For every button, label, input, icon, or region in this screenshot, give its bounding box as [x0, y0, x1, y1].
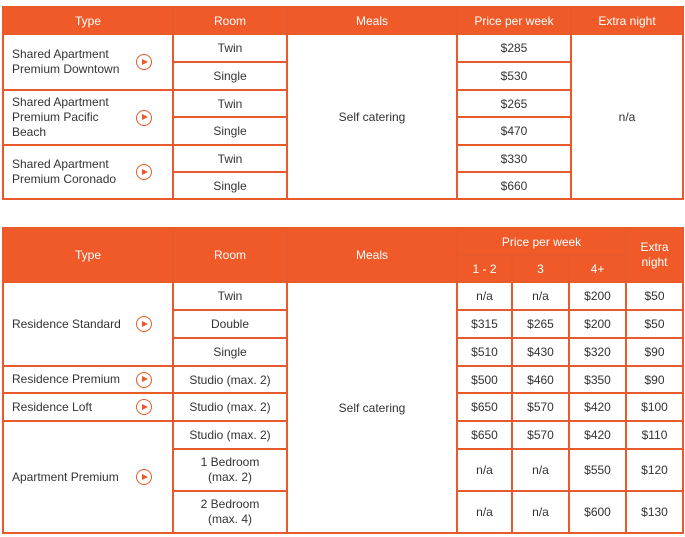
type-cell [3, 366, 173, 393]
extra-night-cell: $90 [626, 338, 683, 366]
header-meals: Meals [287, 7, 457, 34]
room-cell: Double [173, 310, 287, 338]
type-cell [3, 145, 173, 199]
room-cell: Studio (max. 2) [173, 366, 287, 393]
price-cell: $420 [569, 421, 626, 449]
extra-night-cell: $130 [626, 491, 683, 533]
type-label: Apartment Premium [12, 469, 119, 484]
room-cell: Single [173, 172, 287, 199]
extra-night-cell: $110 [626, 421, 683, 449]
type-label: Residence Standard [12, 316, 121, 331]
room-cell: Twin [173, 90, 287, 117]
room-cell [173, 491, 287, 533]
price-cell: $315 [457, 310, 512, 338]
price-cell: $285 [457, 34, 571, 62]
type-cell [3, 34, 173, 90]
price-cell: $530 [457, 62, 571, 90]
residence-price-table [2, 227, 684, 534]
room-cell: Twin [173, 34, 287, 62]
extra-night-cell: $120 [626, 449, 683, 491]
extra-night-cell: n/a [571, 34, 683, 199]
header-price-per-week: Price per week [457, 7, 571, 34]
header-extra-night: Extra night [626, 228, 683, 282]
type-cell [3, 421, 173, 533]
price-cell: $500 [457, 366, 512, 393]
play-circle-icon[interactable] [136, 110, 152, 126]
room-label: 2 Bedroom (max. 4) [200, 497, 260, 526]
type-cell [3, 90, 173, 145]
header-price-per-week: Price per week [457, 228, 626, 255]
price-cell: $650 [457, 393, 512, 421]
room-cell: Single [173, 117, 287, 145]
header-extra-night: Extra night [571, 7, 683, 34]
price-cell: $265 [457, 90, 571, 117]
type-label: Residence Premium [12, 372, 121, 386]
price-cell: $430 [512, 338, 569, 366]
room-cell: Twin [173, 282, 287, 310]
room-cell: Studio (max. 2) [173, 393, 287, 421]
play-circle-icon[interactable] [136, 164, 152, 180]
play-circle-icon[interactable] [136, 372, 152, 388]
room-cell [173, 449, 287, 491]
room-cell: Twin [173, 145, 287, 172]
header-type: Type [3, 7, 173, 34]
play-circle-icon[interactable] [136, 399, 152, 415]
price-cell: $420 [569, 393, 626, 421]
play-circle-icon[interactable] [136, 54, 152, 70]
price-cell: $265 [512, 310, 569, 338]
price-cell: n/a [457, 449, 512, 491]
room-label: 1 Bedroom (max. 2) [200, 455, 260, 484]
price-cell: n/a [512, 282, 569, 310]
room-cell: Single [173, 338, 287, 366]
price-cell: $510 [457, 338, 512, 366]
header-meals: Meals [287, 228, 457, 282]
extra-night-cell: $50 [626, 310, 683, 338]
price-cell: $660 [457, 172, 571, 199]
meals-cell: Self catering [287, 282, 457, 533]
price-cell: n/a [457, 282, 512, 310]
shared-apartment-price-table [2, 6, 684, 200]
price-cell: $550 [569, 449, 626, 491]
price-cell: n/a [457, 491, 512, 533]
header-price-4plus: 4+ [569, 255, 626, 282]
type-label: Residence Loft [12, 399, 93, 414]
price-cell: n/a [512, 449, 569, 491]
type-cell [3, 393, 173, 421]
price-cell: $350 [569, 366, 626, 393]
header-price-1-2: 1 - 2 [457, 255, 512, 282]
header-room: Room [173, 7, 287, 34]
price-cell: $330 [457, 145, 571, 172]
play-circle-icon[interactable] [136, 316, 152, 332]
extra-night-cell: $100 [626, 393, 683, 421]
price-cell: $200 [569, 282, 626, 310]
price-cell: $200 [569, 310, 626, 338]
header-type: Type [3, 228, 173, 282]
price-cell: $470 [457, 117, 571, 145]
price-cell: $600 [569, 491, 626, 533]
meals-cell: Self catering [287, 34, 457, 199]
type-cell [3, 282, 173, 366]
extra-night-cell: $50 [626, 282, 683, 310]
type-label: Shared Apartment Premium Pacific Beach [12, 95, 109, 139]
price-cell: $320 [569, 338, 626, 366]
type-label: Shared Apartment Premium Downtown [12, 47, 120, 76]
type-label: Shared Apartment Premium Coronado [12, 157, 117, 186]
play-circle-icon[interactable] [136, 469, 152, 485]
price-cell: $650 [457, 421, 512, 449]
extra-night-cell: $90 [626, 366, 683, 393]
room-cell: Studio (max. 2) [173, 421, 287, 449]
price-cell: n/a [512, 491, 569, 533]
header-room: Room [173, 228, 287, 282]
price-cell: $570 [512, 393, 569, 421]
header-price-3: 3 [512, 255, 569, 282]
price-cell: $460 [512, 366, 569, 393]
price-cell: $570 [512, 421, 569, 449]
room-cell: Single [173, 62, 287, 90]
